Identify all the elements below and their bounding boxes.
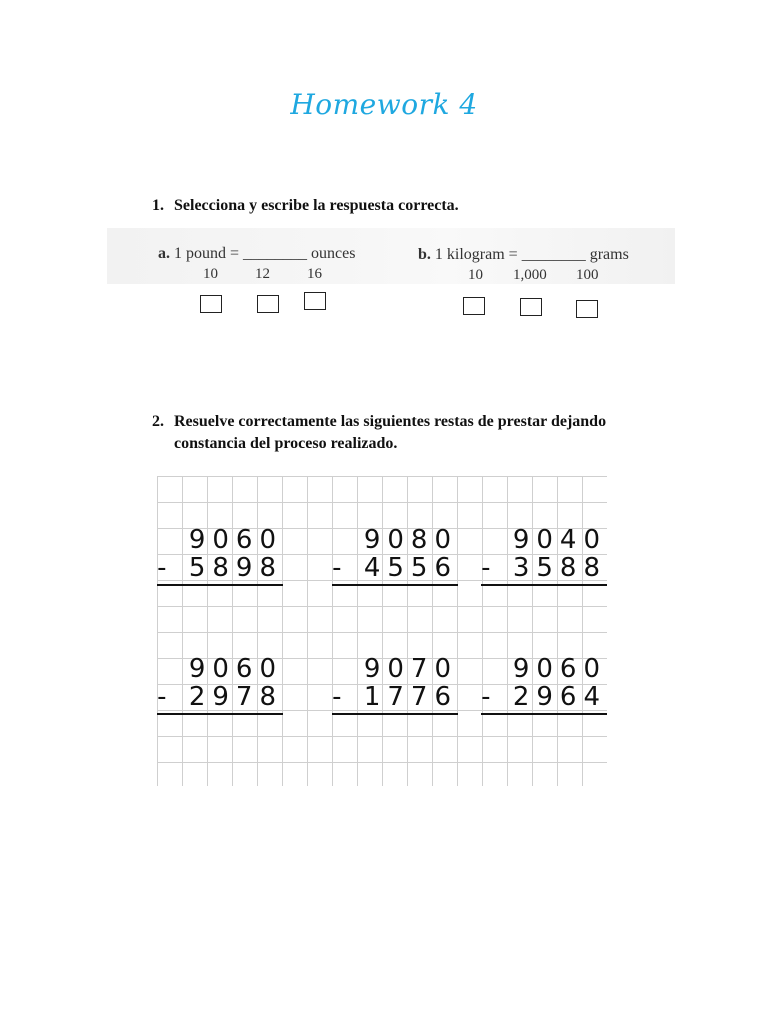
item-a (158, 245, 355, 263)
minuend: 9060 (512, 654, 607, 684)
result-line (332, 584, 458, 586)
minuend: 9070 (363, 654, 458, 684)
subtrahend: - 3588 (481, 553, 607, 583)
checkbox-a-10[interactable] (200, 295, 222, 313)
homework-title: Homework 4 (290, 88, 478, 121)
grid-paper (157, 476, 607, 786)
subtraction-problem-4 (157, 655, 283, 715)
question-2 (152, 411, 664, 455)
subtrahend: - 4556 (332, 553, 458, 583)
item-a-text: 1 pound = ________ ounces (174, 245, 356, 262)
question-2-line-1: Resuelve correctamente las siguientes restas de prestar dejando (174, 413, 607, 430)
question-1-text: Selecciona y escribe la respuesta correcta. (174, 197, 459, 214)
item-b-option-2: 1,000 (513, 267, 547, 283)
item-b-letter: b. (418, 246, 431, 263)
subtraction-problem-6 (481, 655, 607, 715)
question-1 (152, 195, 459, 217)
question-1-number: 1. (152, 197, 164, 214)
subtrahend: - 1776 (332, 682, 458, 712)
item-a-option-3: 16 (307, 266, 322, 282)
subtrahend: - 5898 (157, 553, 283, 583)
checkbox-b-100[interactable] (576, 300, 598, 318)
minuend: 9040 (512, 525, 607, 555)
item-a-option-2: 12 (255, 266, 270, 282)
checkbox-a-12[interactable] (257, 295, 279, 313)
result-line (157, 713, 283, 715)
minuend: 9060 (188, 654, 283, 684)
minuend: 9060 (188, 525, 283, 555)
subtrahend: - 2978 (157, 682, 283, 712)
subtraction-problem-3 (481, 526, 607, 586)
checkbox-b-10[interactable] (463, 297, 485, 315)
subtraction-problem-1 (157, 526, 283, 586)
checkbox-b-1000[interactable] (520, 298, 542, 316)
minuend: 9080 (363, 525, 458, 555)
result-line (481, 713, 607, 715)
item-b-text: 1 kilogram = ________ grams (434, 246, 629, 263)
result-line (481, 584, 607, 586)
question-2-number: 2. (152, 413, 164, 430)
subtraction-problem-5 (332, 655, 458, 715)
item-b-option-1: 10 (468, 267, 483, 283)
subtrahend: - 2964 (481, 682, 607, 712)
item-b (418, 246, 629, 264)
subtraction-problem-2 (332, 526, 458, 586)
result-line (332, 713, 458, 715)
checkbox-a-16[interactable] (304, 292, 326, 310)
result-line (157, 584, 283, 586)
item-a-letter: a. (158, 245, 170, 262)
item-a-option-1: 10 (203, 266, 218, 282)
item-b-option-3: 100 (576, 267, 599, 283)
question-2-line-2: constancia del proceso realizado. (174, 435, 398, 452)
